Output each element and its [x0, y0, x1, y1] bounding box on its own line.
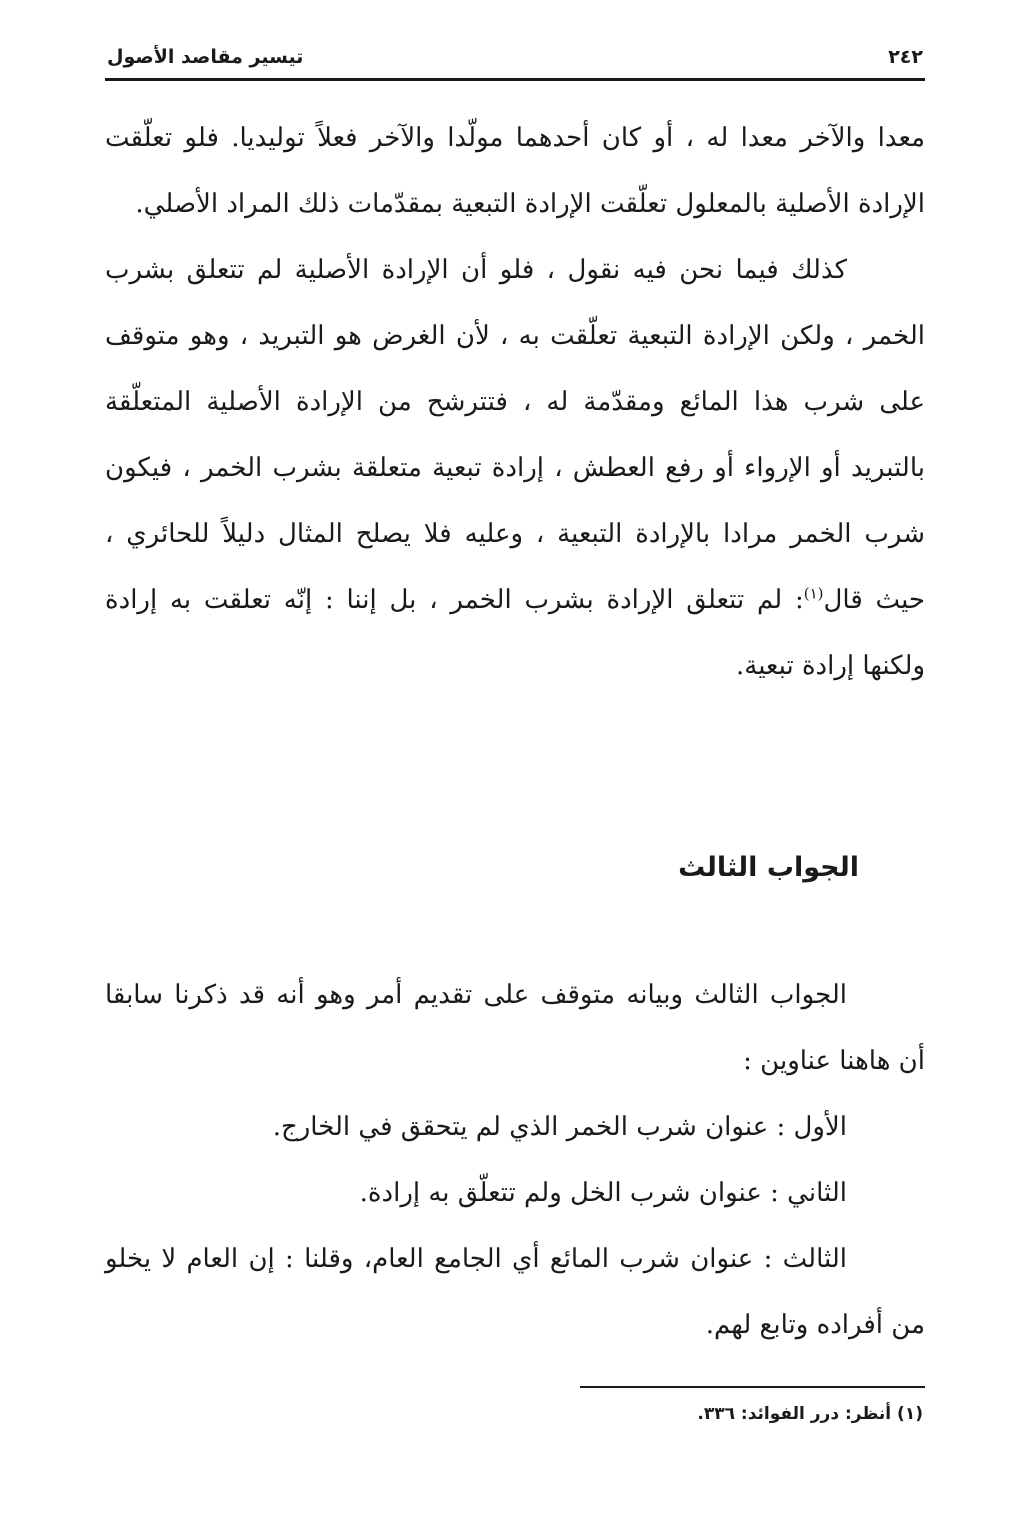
list-item-third: الثالث : عنوان شرب المائع أي الجامع العام، وقلنا : إن العام لا يخلو من أفراده وتابع لهم.	[105, 1244, 925, 1340]
section-body	[105, 962, 925, 1358]
header-divider	[105, 78, 925, 81]
section-heading: الجواب الثالث	[678, 852, 859, 883]
running-header	[105, 38, 925, 78]
footnote-divider	[580, 1386, 925, 1388]
list-item-second: الثاني : عنوان شرب الخل ولم تتعلّق به إرادة.	[359, 1178, 847, 1208]
list-item-first: الأول : عنوان شرب الخمر الذي لم يتحقق في الخارج.	[272, 1112, 847, 1142]
paragraph-second-quote: : لم تتعلق الإرادة بشرب الخمر ، بل إننا : إنّه تعلقت به إرادة ولكنها إرادة تبعية.	[105, 585, 925, 681]
section-intro: الجواب الثالث وبيانه متوقف على تقديم أمر وهو أنه قد ذكرنا سابقا أن هاهنا عناوين :	[105, 980, 925, 1076]
body-text	[105, 105, 925, 699]
book-title: تيسير مقاصد الأصول	[107, 46, 304, 68]
paragraph-second-text: كذلك فيما نحن فيه نقول ، فلو أن الإرادة الأصلية لم تتعلق بشرب الخمر ، ولكن الإرادة التبعية تعلّقت به ، لأن الغرض هو التبريد ، وهو متوقف على شرب هذا المائع ومقدّمة له ، فتترشح من الإرادة الأصلية المتعلّقة بالتبريد أو الإرواء أو رفع العطش ، إرادة تبعية متعلقة بشرب الخمر ، فيكون شرب الخمر مرادا بالإرادة التبعية ، وعليه فلا يصلح المثال دليلاً للحائري ، حيث قال	[105, 255, 925, 615]
footnote-marker: (١)	[803, 584, 824, 603]
paragraph-second	[105, 237, 925, 699]
document-page	[105, 0, 925, 1525]
page-number: ٢٤٢	[888, 46, 923, 68]
paragraph-continuation: معدا والآخر معدا له ، أو كان أحدهما مولّدا والآخر فعلاً توليديا. فلو تعلّقت الإرادة الأصلية بالمعلول تعلّقت الإرادة التبعية بمقدّمات ذلك المراد الأصلي.	[105, 123, 925, 219]
footnote: (١) أنظر: درر الفوائد: ٣٣٦.	[697, 1404, 923, 1424]
